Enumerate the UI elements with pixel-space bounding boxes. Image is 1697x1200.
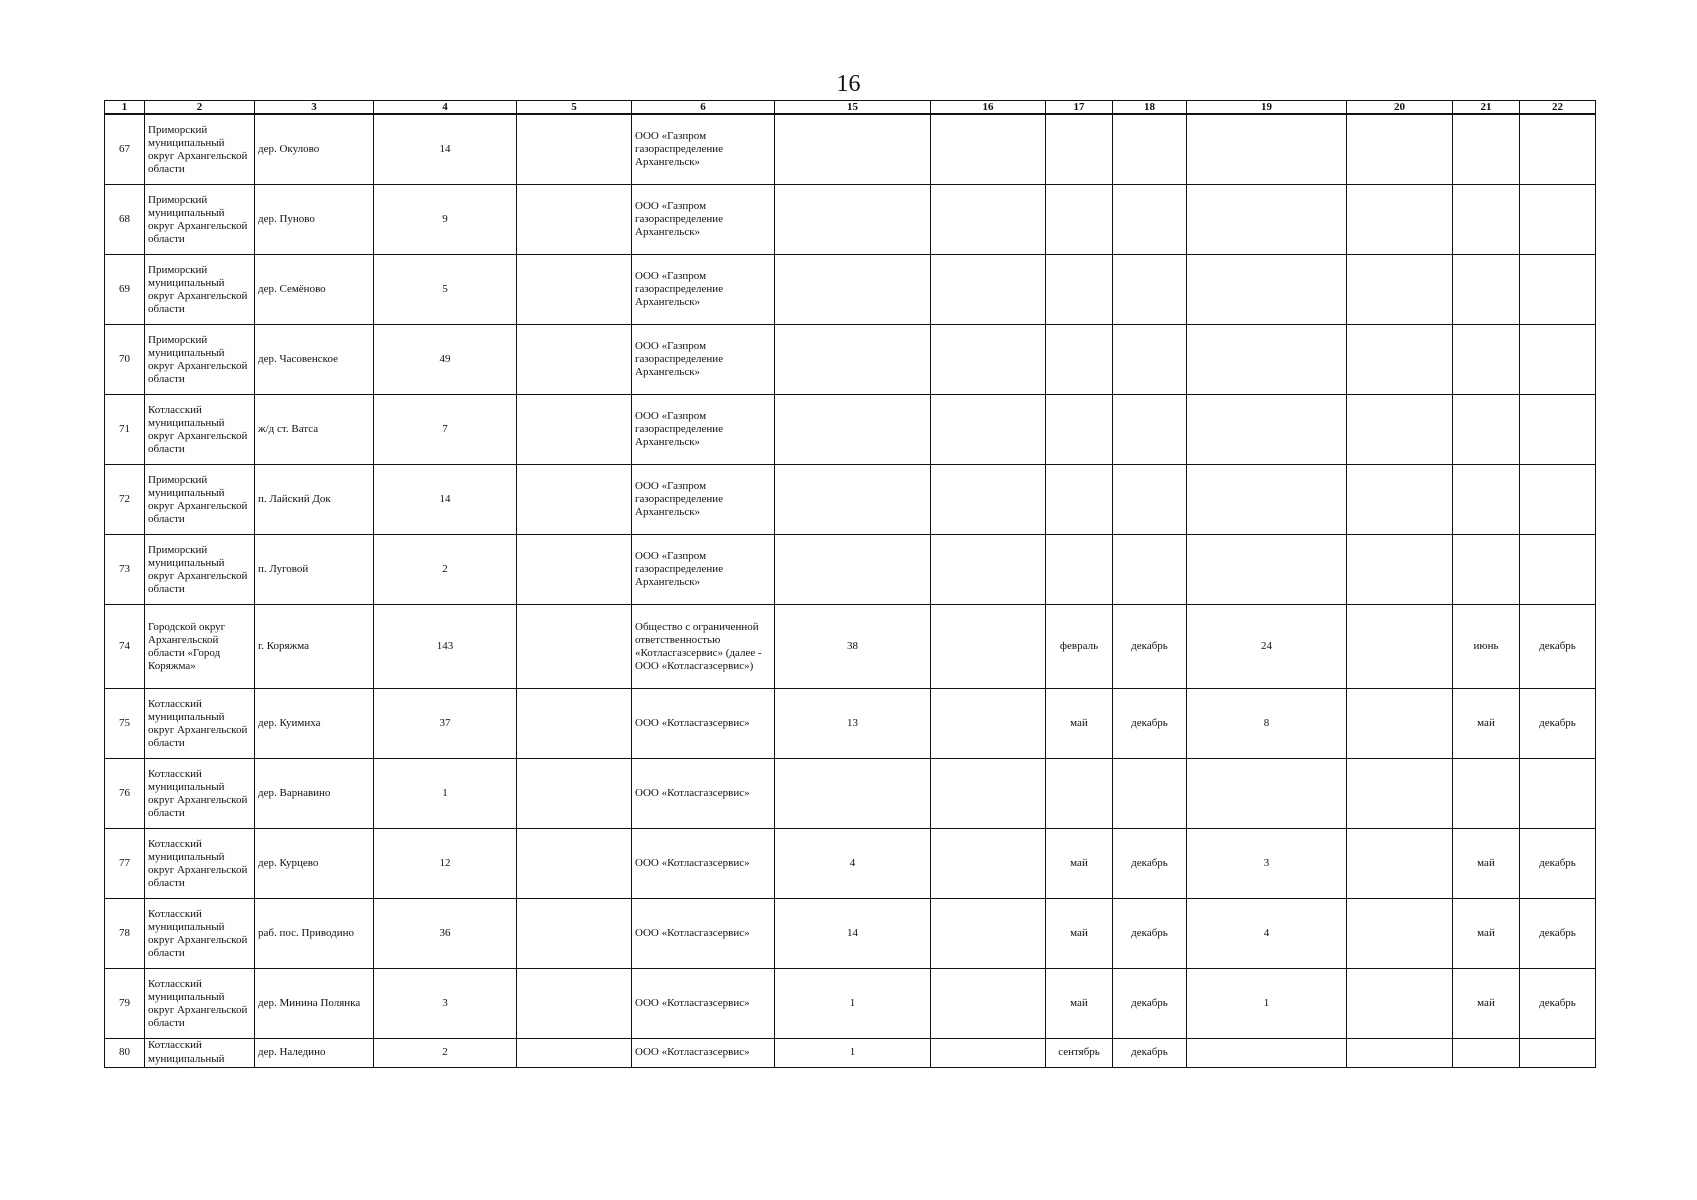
count-cell: 2 [374, 535, 517, 605]
locality-cell: дер. Пуново [255, 185, 374, 255]
col-19-cell: 8 [1187, 689, 1347, 759]
column-header-20: 20 [1347, 101, 1453, 115]
col-18-end-month-cell [1113, 395, 1187, 465]
col-17-start-month-cell [1046, 325, 1113, 395]
col-19-cell [1187, 185, 1347, 255]
column-header-16: 16 [931, 101, 1046, 115]
locality-cell: дер. Минина Полянка [255, 969, 374, 1039]
district-cell: Приморский муниципальный округ Архангельской области [145, 325, 255, 395]
organization-cell: ООО «Котласгазсервис» [632, 759, 775, 829]
col-15-cell [775, 465, 931, 535]
count-cell: 36 [374, 899, 517, 969]
col-19-cell [1187, 465, 1347, 535]
col-20-cell [1347, 185, 1453, 255]
col-22-end-month-cell [1520, 1039, 1596, 1068]
count-cell: 7 [374, 395, 517, 465]
col-15-cell [775, 185, 931, 255]
col-5-cell [517, 465, 632, 535]
count-cell: 12 [374, 829, 517, 899]
col-20-cell [1347, 535, 1453, 605]
col-18-end-month-cell [1113, 465, 1187, 535]
col-17-start-month-cell [1046, 395, 1113, 465]
organization-cell: ООО «Котласгазсервис» [632, 829, 775, 899]
col-22-end-month-cell: декабрь [1520, 899, 1596, 969]
col-17-start-month-cell [1046, 465, 1113, 535]
col-19-cell: 4 [1187, 899, 1347, 969]
col-5-cell [517, 114, 632, 185]
col-15-cell [775, 759, 931, 829]
col-19-cell: 3 [1187, 829, 1347, 899]
col-21-start-month-cell [1453, 185, 1520, 255]
col-21-start-month-cell: май [1453, 969, 1520, 1039]
district-cell: Приморский муниципальный округ Архангельской области [145, 535, 255, 605]
table-row [105, 185, 1596, 255]
col-16-cell [931, 465, 1046, 535]
col-5-cell [517, 1039, 632, 1068]
locality-cell: раб. пос. Приводино [255, 899, 374, 969]
row-number-cell: 74 [105, 605, 145, 689]
organization-cell: ООО «Газпром газораспределение Архангельск» [632, 465, 775, 535]
district-cell: Котласский муниципальный округ Архангельской области [145, 689, 255, 759]
organization-cell: ООО «Газпром газораспределение Архангельск» [632, 395, 775, 465]
col-20-cell [1347, 395, 1453, 465]
row-number-cell: 70 [105, 325, 145, 395]
col-20-cell [1347, 689, 1453, 759]
col-20-cell [1347, 114, 1453, 185]
column-header-15: 15 [775, 101, 931, 115]
table-row [105, 1039, 1596, 1068]
col-16-cell [931, 1039, 1046, 1068]
col-16-cell [931, 114, 1046, 185]
col-17-start-month-cell: сентябрь [1046, 1039, 1113, 1068]
table-body [105, 114, 1596, 1067]
col-15-cell: 4 [775, 829, 931, 899]
district-cell: Котласский муниципальный округ Архангельской области [145, 395, 255, 465]
col-21-start-month-cell [1453, 1039, 1520, 1068]
col-20-cell [1347, 969, 1453, 1039]
col-15-cell: 13 [775, 689, 931, 759]
col-18-end-month-cell: декабрь [1113, 605, 1187, 689]
col-5-cell [517, 535, 632, 605]
col-16-cell [931, 325, 1046, 395]
row-number-cell: 75 [105, 689, 145, 759]
district-cell: Приморский муниципальный округ Архангельской области [145, 185, 255, 255]
col-18-end-month-cell: декабрь [1113, 689, 1187, 759]
col-20-cell [1347, 605, 1453, 689]
col-16-cell [931, 535, 1046, 605]
col-16-cell [931, 759, 1046, 829]
col-19-cell [1187, 535, 1347, 605]
district-cell: Котласский муниципальный [145, 1039, 255, 1068]
col-16-cell [931, 605, 1046, 689]
row-number-cell: 68 [105, 185, 145, 255]
col-16-cell [931, 899, 1046, 969]
organization-cell: Общество с ограниченной ответственностью «Котласгазсервис» (далее - ООО «Котласгазсервис») [632, 605, 775, 689]
locality-cell: дер. Часовенское [255, 325, 374, 395]
column-header-1: 1 [105, 101, 145, 115]
table-row [105, 255, 1596, 325]
col-16-cell [931, 829, 1046, 899]
col-21-start-month-cell: май [1453, 829, 1520, 899]
locality-cell: ж/д ст. Ватса [255, 395, 374, 465]
row-number-cell: 73 [105, 535, 145, 605]
col-16-cell [931, 689, 1046, 759]
organization-cell: ООО «Котласгазсервис» [632, 899, 775, 969]
col-20-cell [1347, 255, 1453, 325]
column-header-4: 4 [374, 101, 517, 115]
col-19-cell [1187, 759, 1347, 829]
col-20-cell [1347, 325, 1453, 395]
district-cell: Котласский муниципальный округ Архангельской области [145, 899, 255, 969]
col-17-start-month-cell: май [1046, 689, 1113, 759]
column-number-header-row [105, 101, 1596, 115]
col-15-cell [775, 325, 931, 395]
row-number-cell: 78 [105, 899, 145, 969]
col-17-start-month-cell: май [1046, 829, 1113, 899]
col-20-cell [1347, 1039, 1453, 1068]
col-19-cell [1187, 1039, 1347, 1068]
col-15-cell [775, 535, 931, 605]
col-18-end-month-cell: декабрь [1113, 1039, 1187, 1068]
col-22-end-month-cell: декабрь [1520, 605, 1596, 689]
district-cell: Котласский муниципальный округ Архангельской области [145, 829, 255, 899]
column-header-17: 17 [1046, 101, 1113, 115]
count-cell: 143 [374, 605, 517, 689]
table-row [105, 605, 1596, 689]
table-row [105, 829, 1596, 899]
col-19-cell: 1 [1187, 969, 1347, 1039]
col-20-cell [1347, 465, 1453, 535]
col-22-end-month-cell: декабрь [1520, 689, 1596, 759]
column-header-5: 5 [517, 101, 632, 115]
col-5-cell [517, 185, 632, 255]
col-21-start-month-cell: июнь [1453, 605, 1520, 689]
col-18-end-month-cell: декабрь [1113, 969, 1187, 1039]
col-22-end-month-cell [1520, 325, 1596, 395]
col-16-cell [931, 255, 1046, 325]
col-17-start-month-cell [1046, 185, 1113, 255]
table-row [105, 899, 1596, 969]
col-5-cell [517, 759, 632, 829]
district-cell: Приморский муниципальный округ Архангельской области [145, 255, 255, 325]
column-header-6: 6 [632, 101, 775, 115]
col-16-cell [931, 395, 1046, 465]
row-number-cell: 67 [105, 114, 145, 185]
col-16-cell [931, 969, 1046, 1039]
count-cell: 2 [374, 1039, 517, 1068]
col-17-start-month-cell [1046, 535, 1113, 605]
col-22-end-month-cell: декабрь [1520, 969, 1596, 1039]
col-19-cell [1187, 395, 1347, 465]
table-row [105, 114, 1596, 185]
table-row [105, 395, 1596, 465]
col-17-start-month-cell: февраль [1046, 605, 1113, 689]
col-18-end-month-cell [1113, 114, 1187, 185]
col-22-end-month-cell [1520, 185, 1596, 255]
column-header-22: 22 [1520, 101, 1596, 115]
column-header-3: 3 [255, 101, 374, 115]
col-5-cell [517, 605, 632, 689]
organization-cell: ООО «Газпром газораспределение Архангельск» [632, 535, 775, 605]
gasification-table [104, 100, 1596, 1068]
col-22-end-month-cell [1520, 114, 1596, 185]
col-15-cell [775, 395, 931, 465]
col-21-start-month-cell [1453, 395, 1520, 465]
row-number-cell: 69 [105, 255, 145, 325]
col-21-start-month-cell [1453, 114, 1520, 185]
col-21-start-month-cell [1453, 255, 1520, 325]
count-cell: 14 [374, 465, 517, 535]
col-20-cell [1347, 829, 1453, 899]
locality-cell: дер. Варнавино [255, 759, 374, 829]
col-22-end-month-cell [1520, 465, 1596, 535]
col-5-cell [517, 969, 632, 1039]
col-21-start-month-cell [1453, 325, 1520, 395]
col-17-start-month-cell: май [1046, 969, 1113, 1039]
row-number-cell: 79 [105, 969, 145, 1039]
col-17-start-month-cell [1046, 759, 1113, 829]
locality-cell: г. Коряжма [255, 605, 374, 689]
col-18-end-month-cell [1113, 325, 1187, 395]
locality-cell: дер. Куимиха [255, 689, 374, 759]
count-cell: 3 [374, 969, 517, 1039]
table-row [105, 969, 1596, 1039]
col-19-cell [1187, 325, 1347, 395]
col-22-end-month-cell [1520, 759, 1596, 829]
col-18-end-month-cell [1113, 255, 1187, 325]
organization-cell: ООО «Газпром газораспределение Архангельск» [632, 255, 775, 325]
col-22-end-month-cell [1520, 535, 1596, 605]
col-5-cell [517, 325, 632, 395]
col-21-start-month-cell [1453, 535, 1520, 605]
count-cell: 5 [374, 255, 517, 325]
row-number-cell: 80 [105, 1039, 145, 1068]
col-15-cell [775, 114, 931, 185]
col-22-end-month-cell [1520, 395, 1596, 465]
page-number: 16 [836, 71, 861, 97]
col-20-cell [1347, 899, 1453, 969]
organization-cell: ООО «Газпром газораспределение Архангельск» [632, 114, 775, 185]
col-18-end-month-cell [1113, 535, 1187, 605]
col-5-cell [517, 255, 632, 325]
district-cell: Приморский муниципальный округ Архангельской области [145, 465, 255, 535]
col-18-end-month-cell: декабрь [1113, 899, 1187, 969]
col-15-cell: 14 [775, 899, 931, 969]
col-22-end-month-cell [1520, 255, 1596, 325]
col-18-end-month-cell [1113, 759, 1187, 829]
col-21-start-month-cell [1453, 759, 1520, 829]
locality-cell: дер. Семёново [255, 255, 374, 325]
count-cell: 49 [374, 325, 517, 395]
col-17-start-month-cell [1046, 255, 1113, 325]
col-5-cell [517, 899, 632, 969]
organization-cell: ООО «Котласгазсервис» [632, 969, 775, 1039]
col-21-start-month-cell: май [1453, 899, 1520, 969]
col-21-start-month-cell [1453, 465, 1520, 535]
organization-cell: ООО «Котласгазсервис» [632, 1039, 775, 1068]
col-5-cell [517, 395, 632, 465]
col-15-cell: 1 [775, 1039, 931, 1068]
col-17-start-month-cell [1046, 114, 1113, 185]
district-cell: Котласский муниципальный округ Архангельской области [145, 759, 255, 829]
column-header-21: 21 [1453, 101, 1520, 115]
col-15-cell: 1 [775, 969, 931, 1039]
locality-cell: дер. Курцево [255, 829, 374, 899]
col-19-cell: 24 [1187, 605, 1347, 689]
district-cell: Городской округ Архангельской области «Город Коряжма» [145, 605, 255, 689]
table-row [105, 759, 1596, 829]
col-20-cell [1347, 759, 1453, 829]
col-19-cell [1187, 114, 1347, 185]
column-header-19: 19 [1187, 101, 1347, 115]
locality-cell: п. Лайский Док [255, 465, 374, 535]
col-5-cell [517, 689, 632, 759]
count-cell: 37 [374, 689, 517, 759]
count-cell: 1 [374, 759, 517, 829]
col-18-end-month-cell: декабрь [1113, 829, 1187, 899]
table-row [105, 689, 1596, 759]
locality-cell: п. Луговой [255, 535, 374, 605]
locality-cell: дер. Наледино [255, 1039, 374, 1068]
col-17-start-month-cell: май [1046, 899, 1113, 969]
column-header-2: 2 [145, 101, 255, 115]
table-row [105, 325, 1596, 395]
table-row [105, 535, 1596, 605]
col-18-end-month-cell [1113, 185, 1187, 255]
col-22-end-month-cell: декабрь [1520, 829, 1596, 899]
col-21-start-month-cell: май [1453, 689, 1520, 759]
col-19-cell [1187, 255, 1347, 325]
organization-cell: ООО «Котласгазсервис» [632, 689, 775, 759]
organization-cell: ООО «Газпром газораспределение Архангельск» [632, 185, 775, 255]
locality-cell: дер. Окулово [255, 114, 374, 185]
organization-cell: ООО «Газпром газораспределение Архангельск» [632, 325, 775, 395]
row-number-cell: 71 [105, 395, 145, 465]
col-16-cell [931, 185, 1046, 255]
table-row [105, 465, 1596, 535]
column-header-18: 18 [1113, 101, 1187, 115]
col-15-cell: 38 [775, 605, 931, 689]
count-cell: 9 [374, 185, 517, 255]
row-number-cell: 76 [105, 759, 145, 829]
count-cell: 14 [374, 114, 517, 185]
district-cell: Приморский муниципальный округ Архангельской области [145, 114, 255, 185]
district-cell: Котласский муниципальный округ Архангельской области [145, 969, 255, 1039]
col-15-cell [775, 255, 931, 325]
row-number-cell: 77 [105, 829, 145, 899]
col-5-cell [517, 829, 632, 899]
row-number-cell: 72 [105, 465, 145, 535]
